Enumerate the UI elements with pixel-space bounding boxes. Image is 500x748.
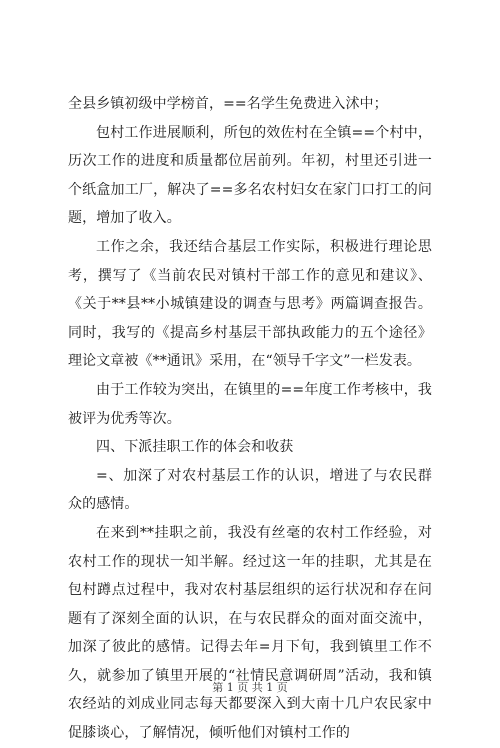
paragraph-6: 在来到**挂职之前，我没有丝毫的农村工作经验，对农村工作的现状一知半解。经过这一年的挂职，尤其是在包村蹲点过程中，我对农村基层组织的运行状况和存在问题有了深刻全面的认识，在与农民群众的面对面交流中，加深了彼此的感情。记得去年=月下旬，我到镇里工作不久，就参加了镇里开展的“社情民意调研周”活动，我和镇农经站的刘成业同志每天都要深入到大南十几户农民家中促膝谈心，了解情况，倾听他们对镇村工作的 bbox=[68, 524, 432, 742]
paragraph-2: 包村工作进展顺利，所包的效佐村在全镇==个村中，历次工作的进度和质量都位居前列。年初，村里还引进一个纸盒加工厂，解决了==多名农村妇女在家门口打工的问题，增加了收入。 bbox=[68, 124, 432, 227]
section-heading: 四、下派挂职工作的体会和收获 bbox=[96, 439, 294, 456]
document-body bbox=[68, 90, 432, 748]
paragraph-4: 由于工作较为突出，在镇里的==年度工作考核中，我被评为优秀等次。 bbox=[68, 381, 432, 427]
paragraph-3: 工作之余，我还结合基层工作实际，积极进行理论思考，撰写了《当前农民对镇村干部工作的意见和建议》、《关于**县**小城镇建设的调查与思考》两篇调查报告。同时，我写的《提高乡村基层干部执政能力的五个途径》理论文章被《**通讯》采用，在“领导千字文”一栏发表。 bbox=[68, 238, 432, 370]
paragraph-1: 全县乡镇初级中学榜首，==名学生免费进入沭中； bbox=[68, 96, 388, 112]
page-footer: 第 1 页 共 1 页 bbox=[212, 681, 288, 694]
paragraph-5: =、加深了对农村基层工作的认识，增进了与农民群众的感情。 bbox=[68, 467, 432, 513]
